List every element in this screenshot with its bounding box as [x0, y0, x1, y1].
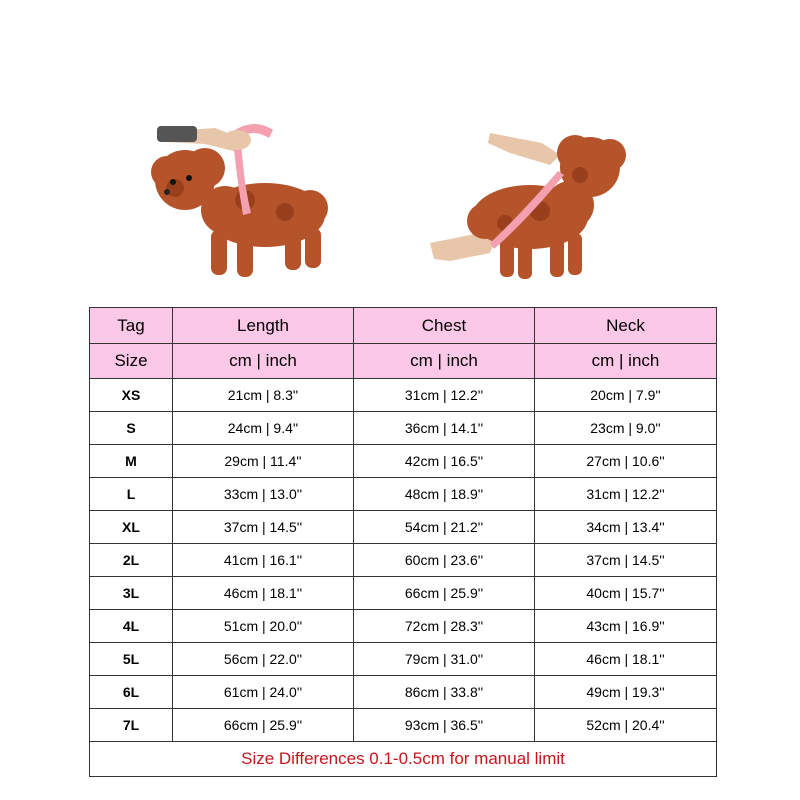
chest-cell: 31cm | 12.2'' [354, 379, 535, 412]
tag-cell: 6L [90, 676, 173, 709]
chest-cell: 48cm | 18.9'' [354, 478, 535, 511]
length-cell: 37cm | 14.5'' [173, 511, 354, 544]
unit-neck: cm | inch [535, 344, 717, 379]
tag-cell: M [90, 445, 173, 478]
size-chart-table [89, 307, 717, 777]
length-cell: 46cm | 18.1'' [173, 577, 354, 610]
dog-chest-measure-photo [430, 125, 635, 290]
tag-cell: XS [90, 379, 173, 412]
table-row [90, 577, 717, 610]
table-row [90, 379, 717, 412]
unit-length: cm | inch [173, 344, 354, 379]
tag-cell: S [90, 412, 173, 445]
neck-cell: 20cm | 7.9'' [535, 379, 717, 412]
neck-cell: 49cm | 19.3'' [535, 676, 717, 709]
tag-cell: 3L [90, 577, 173, 610]
table-row [90, 676, 717, 709]
chest-cell: 42cm | 16.5'' [354, 445, 535, 478]
neck-cell: 52cm | 20.4'' [535, 709, 717, 742]
table-row [90, 709, 717, 742]
tag-cell: 4L [90, 610, 173, 643]
dog-neck-measure-photo [145, 120, 345, 285]
tag-cell: L [90, 478, 173, 511]
length-cell: 24cm | 9.4'' [173, 412, 354, 445]
chest-cell: 79cm | 31.0'' [354, 643, 535, 676]
neck-cell: 34cm | 13.4'' [535, 511, 717, 544]
chest-cell: 36cm | 14.1'' [354, 412, 535, 445]
table-row [90, 643, 717, 676]
header-chest: Chest [354, 308, 535, 344]
neck-cell: 46cm | 18.1'' [535, 643, 717, 676]
table-row [90, 610, 717, 643]
length-cell: 66cm | 25.9'' [173, 709, 354, 742]
header-neck: Neck [535, 308, 717, 344]
length-cell: 51cm | 20.0'' [173, 610, 354, 643]
neck-cell: 43cm | 16.9'' [535, 610, 717, 643]
tag-cell: XL [90, 511, 173, 544]
neck-cell: 40cm | 15.7'' [535, 577, 717, 610]
chest-cell: 60cm | 23.6'' [354, 544, 535, 577]
footer-row [90, 742, 717, 777]
unit-size: Size [90, 344, 173, 379]
neck-cell: 31cm | 12.2'' [535, 478, 717, 511]
neck-cell: 37cm | 14.5'' [535, 544, 717, 577]
chest-cell: 66cm | 25.9'' [354, 577, 535, 610]
header-length: Length [173, 308, 354, 344]
header-tag: Tag [90, 308, 173, 344]
measurement-photos [0, 0, 800, 300]
neck-cell: 23cm | 9.0'' [535, 412, 717, 445]
length-cell: 56cm | 22.0'' [173, 643, 354, 676]
chest-cell: 93cm | 36.5'' [354, 709, 535, 742]
length-cell: 21cm | 8.3'' [173, 379, 354, 412]
unit-row [90, 344, 717, 379]
table-row [90, 412, 717, 445]
table-row [90, 478, 717, 511]
table-row [90, 544, 717, 577]
size-difference-note: Size Differences 0.1-0.5cm for manual limit [90, 742, 717, 777]
tag-cell: 2L [90, 544, 173, 577]
chest-cell: 54cm | 21.2'' [354, 511, 535, 544]
length-cell: 41cm | 16.1'' [173, 544, 354, 577]
chest-cell: 72cm | 28.3'' [354, 610, 535, 643]
neck-cell: 27cm | 10.6'' [535, 445, 717, 478]
table-row [90, 511, 717, 544]
header-row [90, 308, 717, 344]
tag-cell: 5L [90, 643, 173, 676]
length-cell: 33cm | 13.0'' [173, 478, 354, 511]
length-cell: 61cm | 24.0'' [173, 676, 354, 709]
length-cell: 29cm | 11.4'' [173, 445, 354, 478]
chest-cell: 86cm | 33.8'' [354, 676, 535, 709]
tag-cell: 7L [90, 709, 173, 742]
table-row [90, 445, 717, 478]
unit-chest: cm | inch [354, 344, 535, 379]
